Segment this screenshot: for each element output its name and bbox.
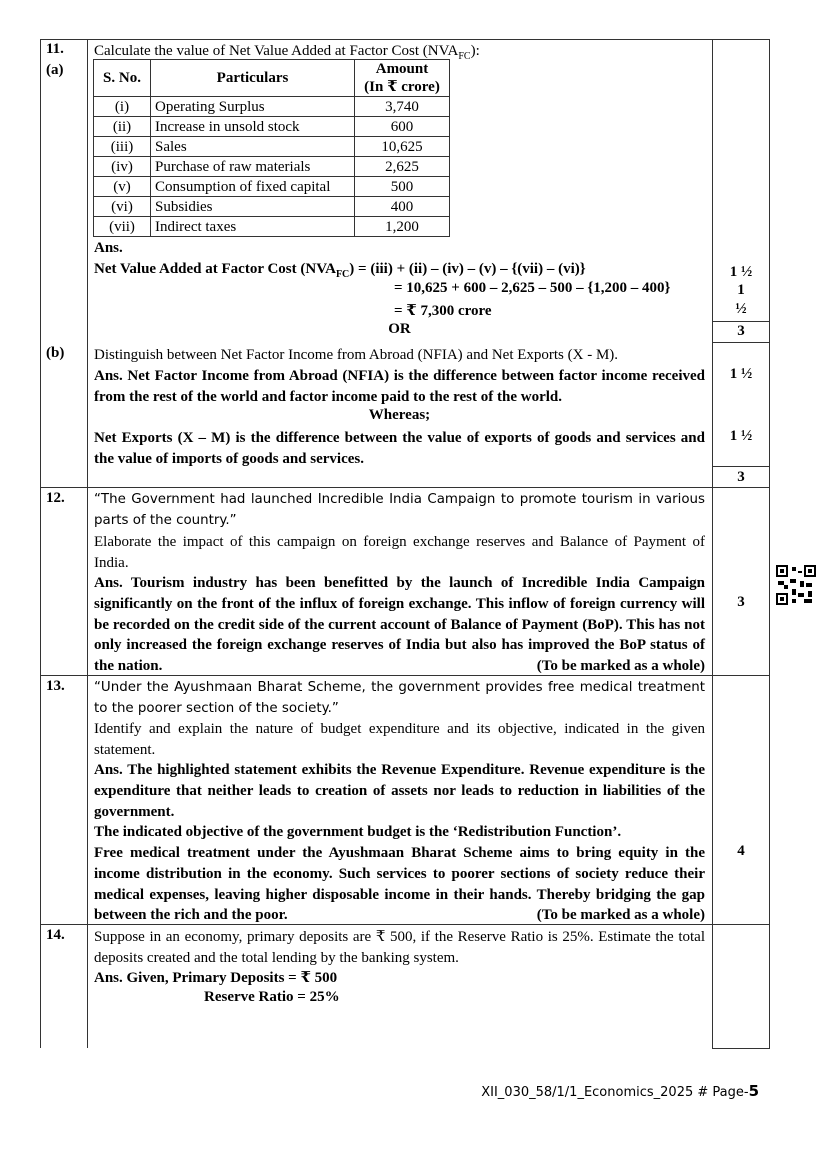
qr-code-icon — [776, 565, 816, 605]
cell-particular: Increase in unsold stock — [151, 117, 355, 137]
table-row — [94, 97, 450, 117]
q11-ans-label: Ans. — [94, 240, 123, 256]
header-amount — [355, 60, 450, 97]
q13-answer-3-text: Free medical treatment under the Ayushmaan Bharat Scheme aims to bring equity in the income distribution in the economy. Such services to poorer sections of society reduce their medical expenses, leaving higher disposable income in their hands. Thereby bridging the gap between the rich and the poor. — [94, 845, 705, 924]
mark-b-total: 3 — [737, 469, 745, 485]
mark-a-total: 3 — [737, 323, 745, 339]
q11-question-prefix: Calculate the value of Net Value Added at Factor Cost (NVA — [94, 43, 459, 59]
header-sno: S. No. — [94, 60, 151, 97]
question-number-12: 12. — [46, 490, 65, 506]
q11b-whereas: Whereas; — [368, 407, 431, 423]
frame-qnum-divider — [87, 39, 88, 1048]
q13-question: Identify and explain the nature of budget expenditure and its objective, indicated in the given statement. — [94, 721, 705, 758]
cell-sno: (v) — [94, 177, 151, 197]
cell-sno: (vii) — [94, 217, 151, 237]
marks-divider-b-total-top — [712, 466, 770, 467]
cell-particular: Sales — [151, 137, 355, 157]
frame-marks-right — [769, 39, 770, 1049]
marks-divider-a-total-top — [712, 321, 770, 322]
table-row — [94, 137, 450, 157]
cell-amount: 500 — [355, 177, 450, 197]
part-b-label: (b) — [46, 345, 65, 361]
page-number: 5 — [748, 1082, 759, 1100]
marks-divider-a-total-bottom — [712, 342, 770, 343]
table-row — [94, 177, 450, 197]
frame-marks-left — [712, 39, 713, 1049]
mark-a-3: ½ — [735, 301, 747, 317]
row-separator-q12 — [40, 487, 770, 488]
q14-given-deposits: Ans. Given, Primary Deposits = ₹ 500 — [94, 970, 338, 986]
q11-data-table — [93, 59, 450, 237]
header-amount-label: Amount — [375, 61, 429, 77]
q11-formula-sub: FC — [335, 269, 350, 280]
cell-amount: 1,200 — [355, 217, 450, 237]
footer-text: XII_030_58/1/1_Economics_2025 # Page- — [481, 1085, 749, 1100]
cell-amount: 2,625 — [355, 157, 450, 177]
table-row — [94, 117, 450, 137]
mark-q13: 4 — [737, 843, 745, 859]
cell-sno: (ii) — [94, 117, 151, 137]
cell-particular: Purchase of raw materials — [151, 157, 355, 177]
cell-particular: Operating Surplus — [151, 97, 355, 117]
cell-particular: Subsidies — [151, 197, 355, 217]
q13-answer-1: Ans. The highlighted statement exhibits the Revenue Expenditure. Revenue expenditure is the expenditure that neither leads to creation of assets nor leads to reduction in liabilities of the government. — [94, 762, 705, 820]
part-a-label: (a) — [46, 62, 64, 78]
mark-q12: 3 — [737, 594, 745, 610]
header-amount-unit: (In ₹ crore) — [364, 79, 440, 95]
q12-quote: “The Government had launched Incredible India Campaign to promote tourism in various parts of the country.” — [94, 492, 705, 528]
cell-amount: 600 — [355, 117, 450, 137]
cell-sno: (iii) — [94, 137, 151, 157]
frame-left-border — [40, 39, 41, 1048]
table-row — [94, 157, 450, 177]
cell-particular: Consumption of fixed capital — [151, 177, 355, 197]
q13-quote: “Under the Ayushmaan Bharat Scheme, the government provides free medical treatment to the poorer section of the society.” — [94, 680, 705, 716]
header-particulars: Particulars — [151, 60, 355, 97]
cell-sno: (iv) — [94, 157, 151, 177]
q11b-answer-1: Ans. Net Factor Income from Abroad (NFIA) is the difference between factor income received from the rest of the world and factor income paid to the rest of the world. — [94, 368, 705, 405]
q13-answer-3 — [94, 843, 705, 926]
q11-question-suffix: ): — [470, 43, 480, 59]
q11-formula-prefix: Net Value Added at Factor Cost (NVA — [94, 261, 336, 277]
frame-top-border — [40, 39, 770, 40]
table-row — [94, 217, 450, 237]
cell-sno: (vi) — [94, 197, 151, 217]
q12-question: Elaborate the impact of this campaign on foreign exchange reserves and Balance of Payment of India. — [94, 534, 705, 571]
q11-formula-suffix: ) = (iii) + (ii) – (iv) – (v) – {(vii) – (vi)} — [349, 261, 586, 277]
q11-question-sub: FC — [458, 51, 471, 62]
marks-bottom-line — [712, 1048, 770, 1049]
cell-particular: Indirect taxes — [151, 217, 355, 237]
mark-b-1: 1 ½ — [729, 366, 753, 382]
q11-step3: = ₹ 7,300 crore — [394, 303, 492, 319]
mark-a-1: 1 ½ — [729, 264, 753, 280]
q11b-question: Distinguish between Net Factor Income from Abroad (NFIA) and Net Exports (X - M). — [94, 347, 619, 363]
question-number-13: 13. — [46, 678, 65, 694]
mark-a-2: 1 — [737, 282, 745, 298]
page-footer — [481, 1082, 759, 1100]
q12-answer — [94, 573, 705, 677]
or-divider: OR — [388, 321, 411, 337]
q11-step2: = 10,625 + 600 – 2,625 – 500 – {1,200 – 400} — [394, 280, 671, 296]
q14-given-reserve-ratio: Reserve Ratio = 25% — [204, 989, 340, 1005]
cell-sno: (i) — [94, 97, 151, 117]
q12-note: (To be marked as a whole) — [536, 658, 705, 675]
question-number-11: 11. — [46, 41, 64, 57]
table-header-row — [94, 60, 450, 97]
table-row — [94, 197, 450, 217]
q11b-answer-2: Net Exports (X – M) is the difference between the value of exports of goods and services and the value of imports of goods and services. — [94, 430, 705, 467]
cell-amount: 3,740 — [355, 97, 450, 117]
q14-question: Suppose in an economy, primary deposits are ₹ 500, if the Reserve Ratio is 25%. Estimate the total deposits created and the total lending by the banking system. — [94, 929, 705, 966]
mark-b-2: 1 ½ — [729, 428, 753, 444]
q13-answer-2: The indicated objective of the government budget is the ‘Redistribution Function’. — [94, 824, 622, 840]
q12-answer-text: Ans. Tourism industry has been benefitted by the launch of Incredible India Campaign significantly on the front of the influx of foreign exchange. This inflow of foreign currency will be recorded on the credit side of the current account of Balance of Payment (BoP). This has not only increased the foreign exchange reserves of India but also has improved the BoP status of the nation. — [94, 575, 705, 675]
cell-amount: 10,625 — [355, 137, 450, 157]
cell-amount: 400 — [355, 197, 450, 217]
question-number-14: 14. — [46, 927, 65, 943]
q13-note: (To be marked as a whole) — [536, 907, 705, 924]
